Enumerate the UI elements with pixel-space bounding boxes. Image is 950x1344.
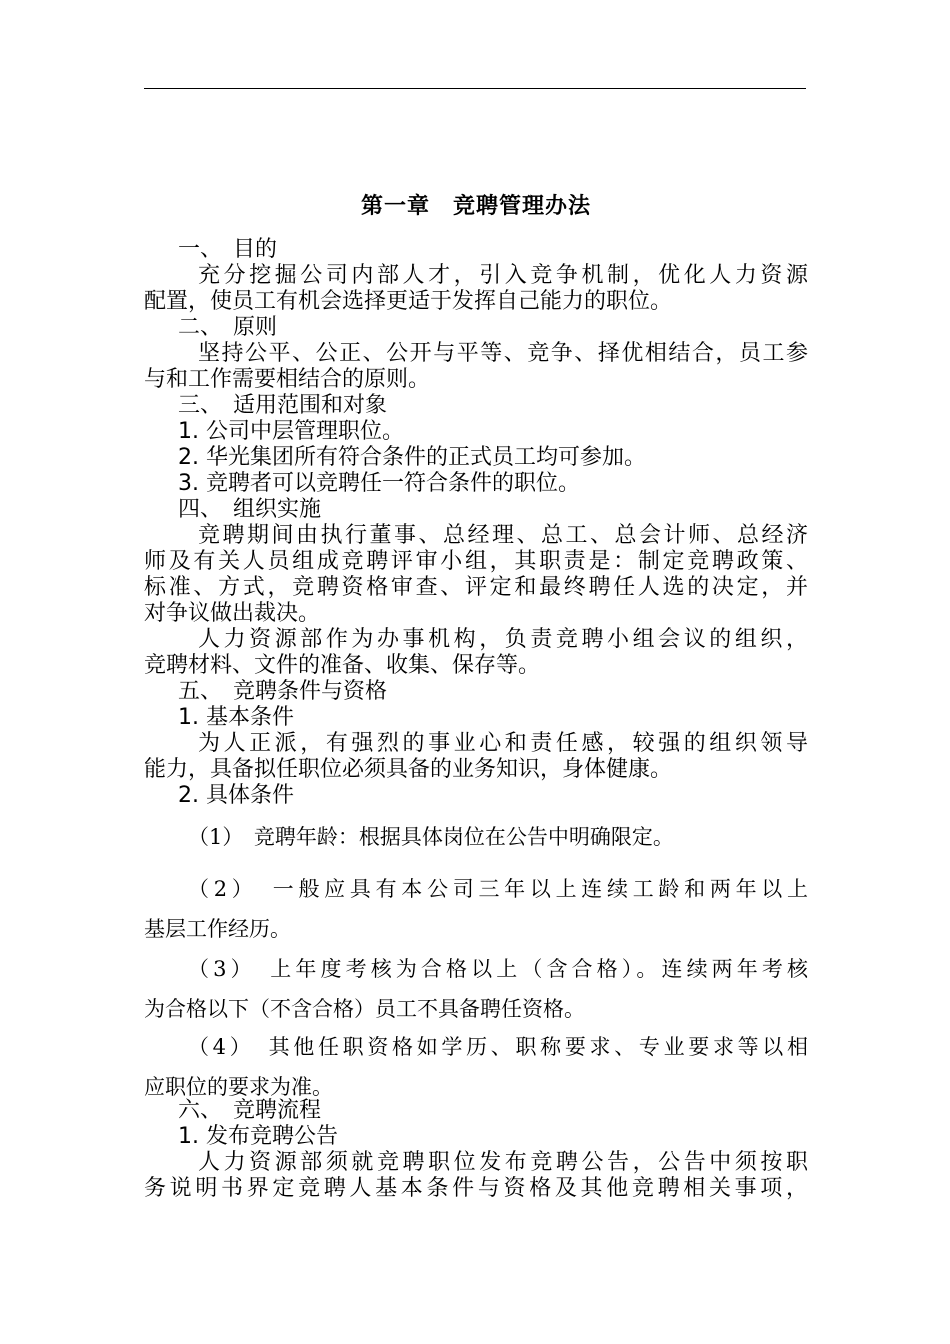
list-item: 3. 竞聘者可以竞聘任一符合条件的职位。 xyxy=(178,471,580,496)
condition-label: （2） xyxy=(188,877,248,901)
list-item: 1. 基本条件 xyxy=(178,705,294,730)
condition-continuation: 应职位的要求为准。 xyxy=(144,1075,333,1099)
condition-continuation: 为合格以下（不含合格）员工不具备聘任资格。 xyxy=(144,997,585,1021)
paragraph-line: 充分挖掘公司内部人才，引入竞争机制，优化人力资源 xyxy=(198,263,808,288)
condition-label: （1） xyxy=(188,825,233,849)
paragraph-line: 坚持公平、公正、公开与平等、竞争、择优相结合，员工参 xyxy=(198,341,808,366)
list-item: 1. 公司中层管理职位。 xyxy=(178,419,404,444)
condition-line xyxy=(144,874,808,904)
condition-item xyxy=(144,822,808,852)
section-heading-principle: 二、 原则 xyxy=(178,315,278,340)
condition-line xyxy=(144,1032,808,1062)
header-rule xyxy=(144,88,806,89)
list-item: 1. 发布竞聘公告 xyxy=(178,1124,338,1149)
paragraph-line: 配置，使员工有机会选择更适于发挥自己能力的职位。 xyxy=(144,289,673,314)
paragraph-line: 人力资源部作为办事机构，负责竞聘小组会议的组织， xyxy=(198,627,808,652)
section-heading-scope: 三、 适用范围和对象 xyxy=(178,393,388,418)
condition-text: 上年度考核为合格以上（含合格）。连续两年考核 xyxy=(270,957,808,981)
condition-item xyxy=(144,954,808,1024)
condition-item xyxy=(144,874,808,944)
paragraph-line: 竞聘材料、文件的准备、收集、保存等。 xyxy=(144,653,541,678)
paragraph-line: 务说明书界定竞聘人基本条件与资格及其他竞聘相关事项， xyxy=(144,1176,808,1201)
condition-text: 竞聘年龄：根据具体岗位在公告中明确限定。 xyxy=(253,825,674,849)
condition-item xyxy=(144,1032,808,1102)
list-item: 2. 具体条件 xyxy=(178,783,294,808)
condition-label: （3） xyxy=(188,957,246,981)
paragraph-line: 能力，具备拟任职位必须具备的业务知识，身体健康。 xyxy=(144,757,673,782)
condition-line xyxy=(144,954,808,984)
document-body-tail xyxy=(144,1098,808,1202)
document-body xyxy=(144,237,808,809)
section-heading-purpose: 一、 目的 xyxy=(178,237,278,262)
paragraph-line: 为人正派，有强烈的事业心和责任感，较强的组织领导 xyxy=(198,731,808,756)
paragraph-line: 对争议做出裁决。 xyxy=(144,601,321,626)
chapter-title: 第一章 竞聘管理办法 xyxy=(360,194,591,219)
paragraph-line: 竞聘期间由执行董事、总经理、总工、总会计师、总经济 xyxy=(198,523,808,548)
paragraph-line: 与和工作需要相结合的原则。 xyxy=(144,367,431,392)
section-heading-organization: 四、 组织实施 xyxy=(178,497,322,522)
condition-text: 一般应具有本公司三年以上连续工龄和两年以上 xyxy=(272,877,809,901)
paragraph-line: 人力资源部须就竞聘职位发布竞聘公告，公告中须按职 xyxy=(198,1150,808,1175)
condition-line xyxy=(144,822,808,852)
list-item: 2. 华光集团所有符合条件的正式员工均可参加。 xyxy=(178,445,646,470)
condition-continuation: 基层工作经历。 xyxy=(144,917,291,941)
section-heading-process: 六、 竞聘流程 xyxy=(178,1098,322,1123)
paragraph-line: 标准、方式，竞聘资格审查、评定和最终聘任人选的决定，并 xyxy=(144,575,808,600)
condition-text: 其他任职资格如学历、职称要求、专业要求等以相 xyxy=(268,1035,808,1059)
section-heading-qualification: 五、 竞聘条件与资格 xyxy=(178,679,388,704)
paragraph-line: 师及有关人员组成竞聘评审小组，其职责是：制定竞聘政策、 xyxy=(144,549,808,574)
condition-label: （4） xyxy=(188,1035,244,1059)
